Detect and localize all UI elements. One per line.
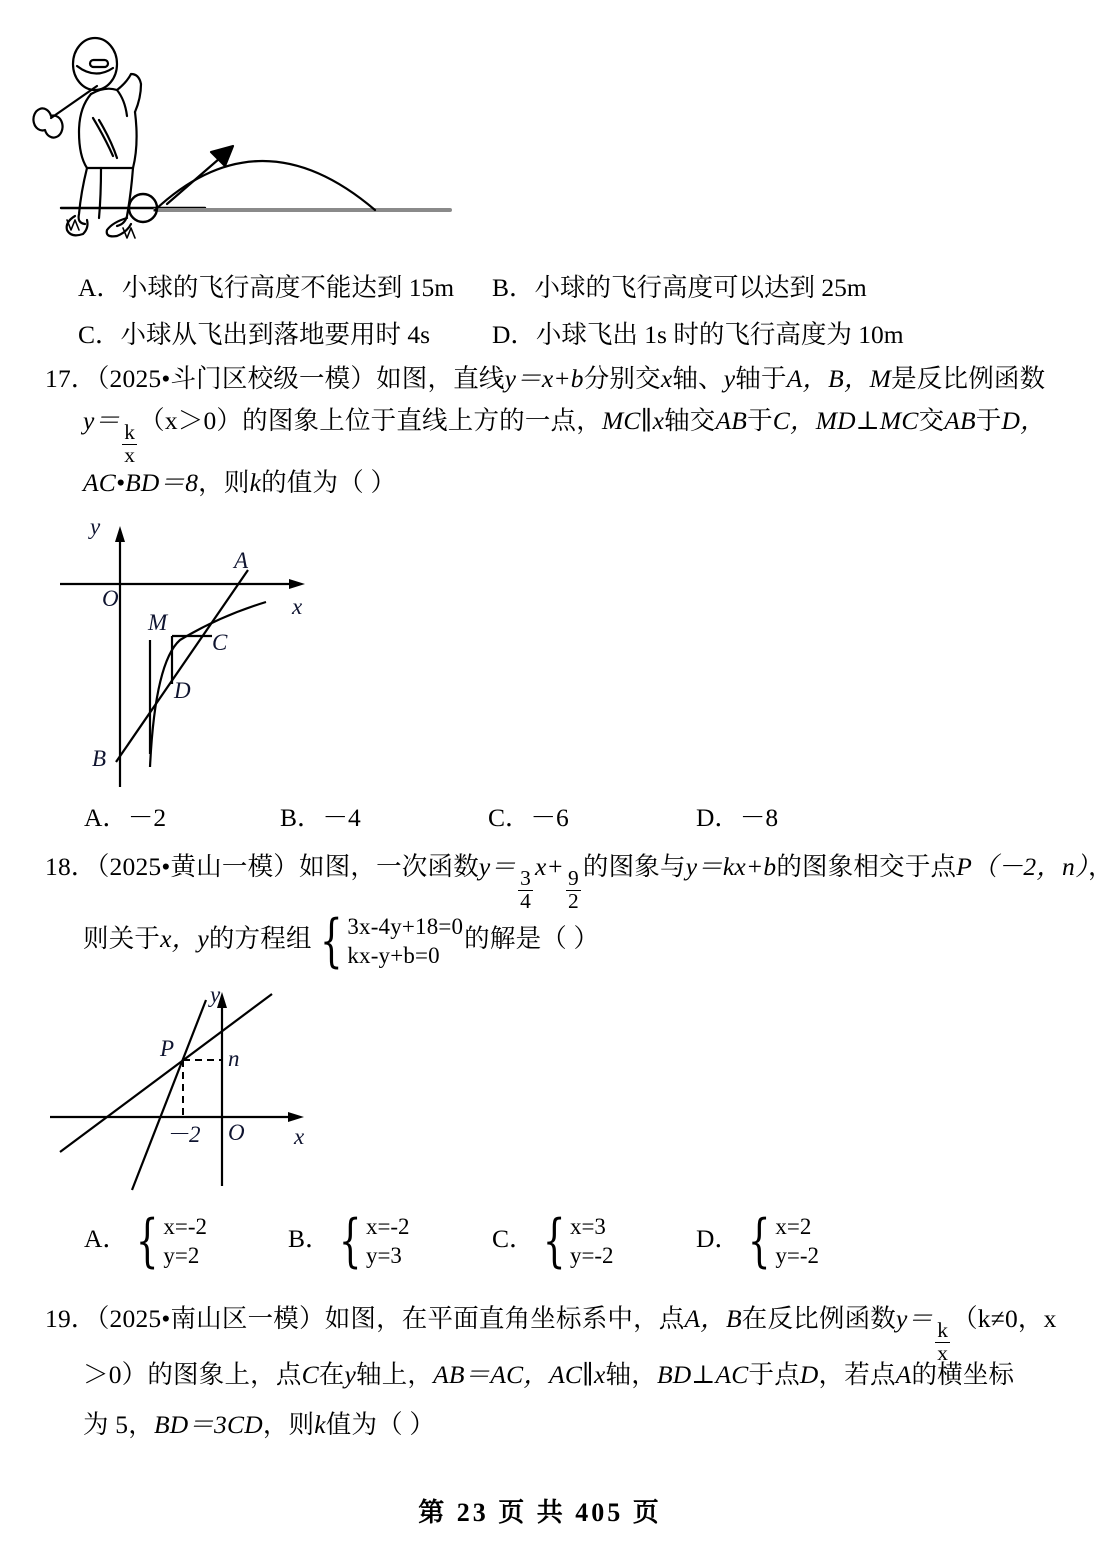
q19-source: （2025•南山区一模） [96, 1304, 325, 1333]
q17-text-b: 分别交 [583, 364, 661, 393]
q16-option-d-letter: D． [492, 320, 536, 349]
q16-option-c-letter: C． [78, 320, 121, 349]
q18-equation-2: y＝kx+b [685, 852, 777, 881]
q16-option-d[interactable] [492, 315, 904, 351]
point-a-label: A [234, 548, 249, 573]
q18-option-c[interactable] [492, 1207, 615, 1275]
q19-text-j: 为 5， [83, 1410, 154, 1439]
q17-option-d-text: －8 [739, 803, 779, 832]
page-footer: 第 23 页 共 405 页 [418, 1498, 662, 1527]
q18-option-d-bottom: y=-2 [775, 1243, 819, 1269]
q18-option-b[interactable] [288, 1207, 411, 1275]
q18-point-p: P（－2，n） [956, 852, 1088, 881]
q18-text-a: 如图，一次函数 [299, 852, 479, 881]
q16-option-b-text: 小球的飞行高度可以达到 25m [534, 273, 867, 302]
q19-k-symbol: k [314, 1410, 326, 1439]
q19-text-f: 轴， [605, 1360, 657, 1389]
q19-stem-line-1 [45, 1306, 1057, 1365]
q19-axis-y: y [344, 1360, 357, 1389]
x-axis-label: x [292, 594, 303, 619]
q18-option-a-letter: A． [84, 1224, 128, 1254]
q17-fraction-k-over-x [122, 422, 137, 467]
q16-option-a-text: 小球的飞行高度不能达到 15m [121, 273, 455, 302]
q19-text-g: 于点 [748, 1360, 800, 1389]
q18-option-b-top: x=-2 [366, 1214, 410, 1239]
q17-fraction-numerator: k [124, 420, 136, 445]
q16-option-b-letter: B． [492, 273, 535, 302]
q17-text-c: 轴、 [672, 364, 724, 393]
golfer-leg-left [79, 168, 87, 224]
q17-text-g: 轴交 [664, 406, 716, 435]
q19-fraction-denominator: x [937, 1341, 949, 1366]
q17-option-b[interactable] [280, 798, 361, 834]
origin-label: O [102, 586, 119, 611]
q17-domain-condition: （x＞0） [139, 406, 243, 435]
q18-system-brace: { [319, 907, 343, 975]
q17-option-a-text: －2 [127, 803, 167, 832]
q18-option-b-bottom: y=3 [366, 1243, 402, 1269]
q19-stem-line-3 [83, 1412, 435, 1438]
golfer-arms [91, 74, 141, 112]
golfer-head [73, 38, 117, 90]
point-b-label: B [92, 746, 107, 771]
golfer-leg-inner [99, 168, 101, 218]
q17-seg-ab-1: AB [715, 406, 748, 435]
q17-option-a[interactable] [84, 798, 166, 834]
x-axis-arrow [288, 1112, 304, 1122]
q17-text-h: 于 [747, 406, 773, 435]
q17-source: （2025•斗门区校级一模） [96, 364, 377, 393]
q17-stem-line-3 [83, 470, 396, 496]
golfer-torso [79, 94, 137, 168]
q18-text-d: ， [1087, 852, 1114, 881]
q19-text-e: 轴上， [356, 1360, 434, 1389]
q18-frac2-numerator: 9 [567, 866, 579, 891]
q18-option-c-bottom: y=-2 [570, 1243, 614, 1269]
q17-option-c-text: －6 [530, 803, 569, 832]
origin-label: O [228, 1120, 245, 1145]
q19-equal-parallel: AB＝AC，AC∥x [433, 1360, 606, 1389]
q17-text-i: 交 [918, 406, 945, 435]
q18-equation-system [313, 907, 464, 975]
q19-text-a: 如图，在平面直角坐标系中，点 [324, 1304, 685, 1333]
point-c-label: C [212, 630, 228, 655]
q17-text-f: 的图象上位于直线上方的一点， [242, 406, 602, 435]
q19-text-c: ＞0）的图象上，点 [83, 1360, 302, 1389]
q17-md-perp: C，MD⊥MC [772, 406, 919, 435]
q18-x-plus: x+ [535, 852, 564, 881]
q18-frac1-denominator: 4 [520, 889, 532, 914]
two-lines-intersection-figure [42, 972, 362, 1190]
q17-inverse-y: y＝ [83, 406, 121, 435]
q17-text-d: 轴于 [735, 364, 787, 393]
golf-club-shaft [51, 86, 97, 118]
golf-swing-trajectory-illustration [55, 28, 475, 253]
q18-system-eq-top: 3x-4y+18=0 [347, 914, 464, 939]
q18-option-c-top: x=3 [570, 1214, 606, 1239]
q18-number: 18． [45, 852, 97, 881]
q17-option-a-letter: A． [84, 803, 128, 832]
q16-option-a-letter: A． [78, 273, 122, 302]
q19-condition: （k≠0，x [952, 1304, 1057, 1333]
q19-bd-3cd: BD＝3CD [153, 1410, 263, 1439]
q17-option-b-letter: B． [280, 803, 323, 832]
point-d-label: D [174, 678, 191, 703]
q18-option-a-system: { x=-2 y=2 [135, 1207, 207, 1275]
q17-number: 17． [45, 364, 97, 393]
q17-mc-parallel: MC∥x [601, 406, 665, 435]
q17-option-d-letter: D． [696, 803, 740, 832]
q19-text-l: 值为（ ） [325, 1410, 436, 1439]
q17-option-c[interactable] [488, 798, 569, 834]
q18-option-d[interactable] [696, 1207, 820, 1275]
q17-line-equation: y＝x+b [504, 364, 584, 393]
q18-frac1-numerator: 3 [520, 866, 532, 891]
x-axis-label: x [294, 1124, 305, 1149]
q18-text-b: 的图象与 [582, 852, 686, 881]
q17-fraction-denominator: x [124, 443, 136, 468]
q18-source: （2025•黄山一模） [96, 852, 299, 881]
q17-product-condition: AC•BD＝8 [83, 468, 199, 497]
q16-option-c[interactable] [78, 315, 430, 351]
q18-text-c: 的图象相交于点 [776, 852, 957, 881]
golfer-shirt-fold-2 [99, 120, 117, 158]
q17-k-symbol: k [249, 468, 262, 497]
q18-option-a[interactable] [84, 1207, 208, 1275]
q19-text-k: ，则 [262, 1410, 315, 1439]
q19-stem-line-2 [83, 1362, 1014, 1388]
line-ab [116, 570, 248, 762]
q17-stem-line-1 [45, 366, 1045, 392]
q19-fraction-k-over-x [935, 1320, 950, 1365]
q17-text-e: 是反比例函数 [891, 364, 1046, 393]
q19-text-h: ，若点 [818, 1360, 896, 1389]
q19-inverse-y: y＝ [895, 1304, 934, 1333]
q17-point-d: D， [1001, 406, 1046, 435]
q18-stem-line-2 [83, 907, 600, 975]
q18-vars-xy: x，y [160, 924, 209, 954]
q18-text-g: 的解是（ ） [464, 924, 600, 954]
q17-text-a: 如图，直线 [376, 364, 505, 393]
q19-text-d: 在 [318, 1360, 345, 1389]
q17-axis-x: x [660, 364, 673, 393]
q18-frac2-denominator: 2 [567, 889, 579, 914]
y-axis-label: y [210, 982, 221, 1007]
q17-seg-ab-2: AB [944, 406, 976, 435]
hyperbola-line-figure [60, 512, 360, 790]
q18-option-d-top: x=2 [775, 1214, 812, 1239]
q19-point-a: A [895, 1360, 912, 1389]
q16-option-d-text: 小球飞出 1s 时的飞行高度为 10m [535, 320, 904, 349]
golfer-cap-logo [90, 60, 108, 67]
q18-text-e: 则关于 [83, 924, 161, 954]
q19-text-i: 的横坐标 [911, 1360, 1015, 1389]
q17-text-l: 的值为（ ） [261, 468, 397, 497]
q18-system-eq-bottom: kx-y+b=0 [347, 943, 440, 969]
point-m-label: M [148, 610, 168, 635]
q16-option-b[interactable] [492, 268, 867, 304]
q18-option-c-system: { x=3 y=-2 [542, 1207, 614, 1275]
q17-axis-y: y [723, 364, 736, 393]
q17-option-d[interactable] [696, 798, 778, 834]
y-axis-label: y [90, 514, 101, 539]
q18-fraction-9-over-2 [566, 868, 581, 913]
q19-points-ab: A，B [684, 1304, 742, 1333]
golfer-shirt-fold-1 [93, 118, 113, 156]
q16-option-a[interactable] [78, 268, 454, 304]
q19-point-d: D [799, 1360, 819, 1389]
y-axis-arrow [115, 526, 125, 542]
q19-point-c: C [301, 1360, 319, 1389]
q18-text-f: 的方程组 [208, 924, 312, 954]
q18-stem-line-1 [45, 854, 1114, 913]
q16-option-c-text: 小球从飞出到落地要用时 4s [120, 320, 431, 349]
q17-stem-line-2 [83, 408, 1046, 467]
q18-option-b-letter: B． [288, 1224, 331, 1254]
q18-fraction-3-over-4 [518, 868, 533, 913]
value-n-label: n [228, 1046, 240, 1071]
line-steep [132, 1000, 206, 1190]
q18-option-c-letter: C． [492, 1224, 535, 1254]
q18-option-a-top: x=-2 [163, 1214, 207, 1239]
value-minus2-label: －2 [166, 1122, 201, 1147]
q19-bd-perp-ac: BD⊥AC [656, 1360, 749, 1389]
q18-option-d-system: { x=2 y=-2 [747, 1207, 819, 1275]
x-axis-arrow [289, 579, 305, 589]
q19-number: 19． [45, 1304, 97, 1333]
q17-text-j: 于 [975, 406, 1002, 435]
q17-points-abm: A，B，M [786, 364, 892, 393]
golfer-forearm [117, 90, 127, 116]
q18-option-b-system: { x=-2 y=3 [338, 1207, 410, 1275]
q17-option-b-text: －4 [322, 803, 361, 832]
q19-text-b: 在反比例函数 [741, 1304, 896, 1333]
q17-option-c-letter: C． [488, 803, 531, 832]
q18-option-d-letter: D． [696, 1224, 740, 1254]
q18-linear-y: y＝ [478, 852, 517, 881]
point-p-label: P [160, 1036, 175, 1061]
ground-mark-right [123, 228, 135, 238]
q17-text-k: ，则 [198, 468, 250, 497]
q18-option-a-bottom: y=2 [163, 1243, 200, 1269]
golfer-shoe-right [107, 218, 131, 236]
golfer-leg-right [117, 168, 133, 226]
q19-fraction-numerator: k [937, 1318, 949, 1343]
